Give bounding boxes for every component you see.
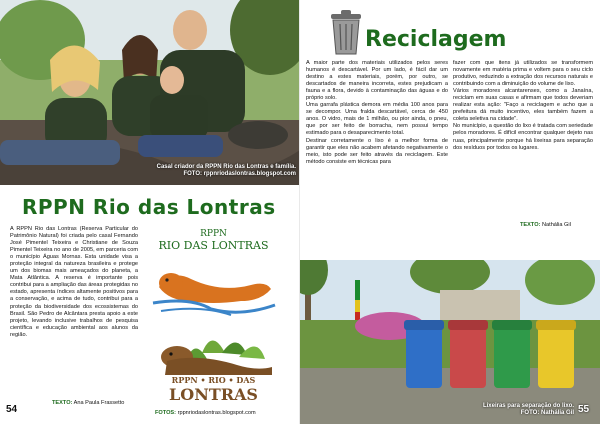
reciclagem-column-2: fazer com que itens já utilizados se transformem novamente em matéria prima e voltem para o seu ciclo produtivo, reduzindo a extração dos recursos naturais e contribuindo com a diminuição do volume de lixo. Vários moradores alcantarenses, como a Janaína, reciclam em suas casas e afirmam que todos deveriam realizar esta ação: "Faço a reciclagem e acho que a prefeitura dá muito incentivo, eles também fazem a coleta seletiva na cidade". No município, a questão do lixo é tratada com seriedade pelos moradores. É difícil encontrar qualquer dejeto nas ruas, principalmente porque há lixeiras para separação dos resíduos por todos os lugares. <box>453 60 593 151</box>
rppn-photos-credit-value: rppnriodaslontras.blogspot.com <box>177 410 256 416</box>
rppn-logo-top-line2: RIO DAS LONTRAS <box>158 239 269 252</box>
reciclagem-text-credit <box>520 222 571 228</box>
bins-photo-caption-line2: FOTO: Nathália Gil <box>520 410 574 416</box>
reciclagem-text-credit-label: TEXTO: <box>520 222 541 228</box>
page-number-left: 54 <box>6 404 18 415</box>
otter-leaves-icon <box>147 323 280 375</box>
page-number-right: 55 <box>578 404 590 415</box>
rppn-logo-top-line1: RPPN <box>200 229 227 239</box>
trash-can-icon <box>327 8 365 56</box>
bins-photo-caption <box>414 403 574 417</box>
reciclagem-text-credit-name: Nathália Gil <box>541 222 571 228</box>
rppn-logo-bottom-line2: LONTRAS <box>169 385 258 404</box>
recycling-bins-illustration <box>300 260 600 424</box>
reciclagem-column-1: A maior parte dos materiais utilizados pelos seres humanos é descartável. Por um lado, é fácil dar um destino a estes materiais, porém, por outro, se descartados de maneira incorreta, estes prejudicam a fauna e a flora, devido à contaminação das águas e do próprio solo. Uma garrafa plástica demora em média 100 anos para se decompor. Uma fralda descartável, cerca de 450 anos. O vidro, mais de 1 milhão, ou pior ainda, o pneu, que por ser feito de borracha, nem possui tempo estimado para o desaparecimento total. Destinar corretamente o lixo é a melhor forma de garantir que eles não acabem afetando negativamente o meio, isto pode ser feito através da reciclagem. Este método consiste em técnicas para <box>306 60 448 165</box>
rppn-logo-bottom <box>143 323 284 407</box>
family-photo-illustration <box>0 0 300 185</box>
rppn-text-credit-label: TEXTO: <box>52 400 73 406</box>
rppn-text-credit <box>52 400 124 406</box>
rppn-logo-bottom-line1: RPPN • RIO • DAS <box>171 375 256 385</box>
article-title-reciclagem: Reciclagem <box>365 27 507 52</box>
rppn-logo-top <box>143 227 284 319</box>
family-photo-caption-line2: FOTO: rppnriodaslontras.blogspot.com <box>183 171 296 177</box>
rppn-photos-credit <box>155 410 256 416</box>
recycling-bins-photo <box>300 260 600 424</box>
article-title-rppn: RPPN Rio das Lontras <box>22 195 276 219</box>
family-photo-caption-line1: Casal criador da RPPN Rio das Lontras e família. <box>156 164 296 170</box>
otter-logo-icon <box>151 257 277 317</box>
rppn-article-body: A RPPN Rio das Lontras (Reserva Particular do Patrimônio Natural) foi criada pelo casal Fernando José Pimentel Teixeira e Christiane de Souza Pimentel Teixeira no ano de 2005, em parceria com o município Águas Mornas. Esta unidade visa a proteção integral da natureza brasileira e protege um dos biomas mais ameaçados do planeta, a Mata Atlântica. A reserva é importante pois contribui para a ampliação das áreas protegidas no estado, apresenta índices altamente positivos para a conservação, e acima de tudo, contribui para a proteção da biodiversidade dos ecossistemas do Brasil. São Pedro de Alcântara presta apoio a este projeto, levando inclusive trabalhos de pesquisa científica e educação ambiental aos alunos da região. <box>10 226 138 338</box>
rppn-text-credit-name: Ana Paula Frassetto <box>73 400 125 406</box>
rppn-photos-credit-label: FOTOS: <box>155 410 177 416</box>
bins-photo-caption-line1: Lixeiras para separação do lixo. <box>482 403 574 409</box>
family-photo-caption <box>96 164 296 178</box>
family-photo <box>0 0 300 185</box>
